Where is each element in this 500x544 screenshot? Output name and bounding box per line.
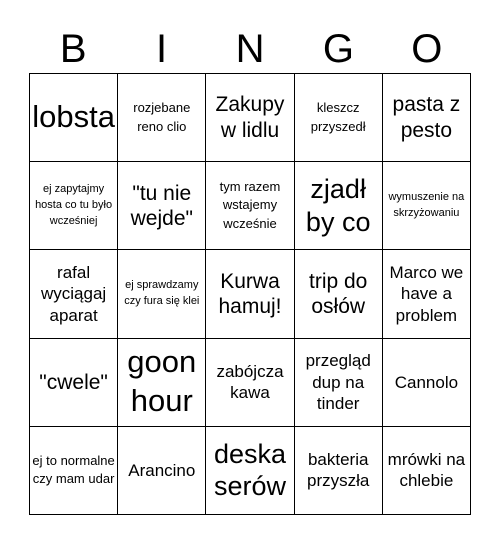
bingo-cell[interactable]	[295, 339, 383, 427]
bingo-cell[interactable]	[30, 162, 118, 250]
cell-text: wymuszenie na skrzyżowaniu	[388, 190, 465, 219]
cell-text: trip do osłów	[309, 269, 368, 318]
bingo-cell[interactable]	[118, 427, 206, 515]
cell-text: "tu nie wejde"	[130, 181, 193, 230]
cell-text: ej zapytajmy hosta co tu było wcześniej	[35, 182, 113, 227]
cell-text: przegląd dup na tinder	[305, 351, 371, 413]
cell-text: zabójcza kawa	[216, 361, 284, 403]
cell-text: lobsta	[32, 99, 115, 135]
cell-text: ej sprawdzamy czy fura się klei	[124, 279, 200, 307]
bingo-cell[interactable]	[30, 427, 118, 515]
bingo-cell[interactable]	[30, 74, 118, 162]
cell-text: Marco we have a problem	[389, 263, 464, 325]
bingo-cell[interactable]	[118, 250, 206, 338]
bingo-cell[interactable]	[206, 162, 294, 250]
bingo-cell[interactable]	[383, 339, 471, 427]
cell-text: ej to normalne czy mam udar	[32, 452, 115, 487]
cell-text: Zakupy w lidlu	[215, 93, 285, 142]
bingo-header	[29, 24, 471, 74]
cell-text: "cwele"	[39, 370, 108, 394]
bingo-cell[interactable]	[383, 250, 471, 338]
bingo-cell[interactable]	[383, 74, 471, 162]
cell-text: deska serów	[213, 439, 287, 502]
cell-text: mrówki na chlebie	[387, 450, 466, 491]
bingo-cell[interactable]	[118, 339, 206, 427]
cell-text: bakteria przyszła	[307, 450, 370, 491]
header-letter-i: I	[156, 27, 168, 71]
bingo-cell[interactable]	[295, 427, 383, 515]
bingo-cell[interactable]	[383, 162, 471, 250]
cell-text: Kurwa hamuj!	[218, 269, 282, 318]
cell-text: Cannolo	[394, 372, 459, 392]
bingo-cell[interactable]	[295, 250, 383, 338]
bingo-cell[interactable]	[206, 427, 294, 515]
cell-text: rozjebane reno clio	[133, 99, 191, 134]
cell-text: Arancino	[128, 460, 196, 480]
cell-text: pasta z pesto	[392, 93, 461, 142]
bingo-cell[interactable]	[30, 339, 118, 427]
bingo-cell[interactable]	[295, 162, 383, 250]
cell-text: goon hour	[127, 344, 197, 419]
bingo-cell[interactable]	[206, 74, 294, 162]
header-letter-b: B	[59, 27, 87, 71]
header-letter-o: O	[411, 27, 443, 71]
bingo-cell[interactable]	[118, 74, 206, 162]
header-letter-g: G	[322, 27, 354, 71]
bingo-cell[interactable]	[295, 74, 383, 162]
cell-text: kleszcz przyszedł	[310, 99, 366, 134]
bingo-cell[interactable]	[383, 427, 471, 515]
cell-text: tym razem wstajemy wcześnie	[219, 178, 281, 232]
bingo-grid	[29, 73, 471, 515]
bingo-cell[interactable]	[118, 162, 206, 250]
header-letter-n: N	[235, 27, 265, 71]
cell-text: rafal wyciągaj aparat	[40, 263, 107, 325]
cell-text: zjadł by co	[305, 174, 371, 237]
bingo-cell[interactable]	[206, 250, 294, 338]
bingo-cell[interactable]	[206, 339, 294, 427]
bingo-cell[interactable]	[30, 250, 118, 338]
